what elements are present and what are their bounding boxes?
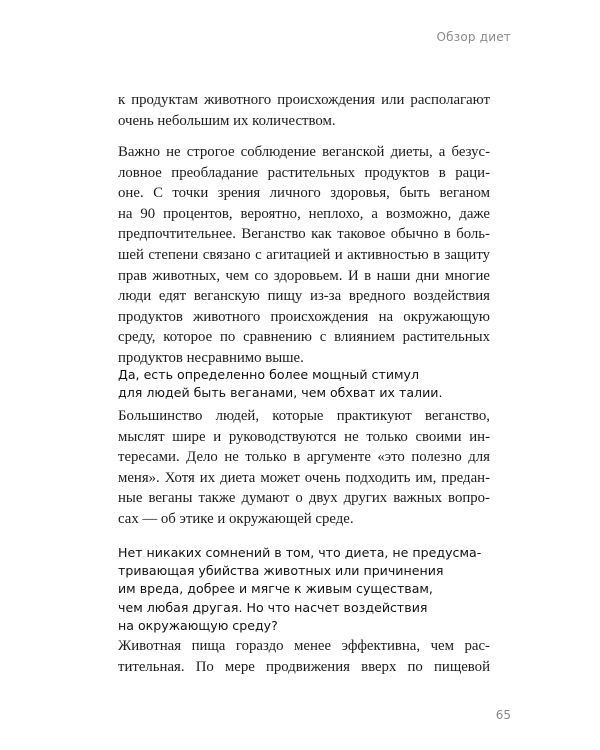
text-line: им вреда, добрее и мягче к живым существам, xyxy=(118,581,433,597)
text-line: ные веганы также думают о двух других важных вопро- xyxy=(118,490,490,507)
text-line: очень небольшим их количеством. xyxy=(118,112,336,129)
text-line: мыслят шире и руководствуются не только своими ин- xyxy=(118,428,490,445)
text-line: тересами. Дело не только в аргументе «это полезно для xyxy=(118,449,490,466)
paragraph-3 xyxy=(118,406,490,530)
text-line: для людей быть веганами, чем обхват их талии. xyxy=(118,385,443,401)
text-line: оне. С точки зрения личного здоровья, быть веганом xyxy=(118,185,490,202)
text-line: продуктов несравнимо выше. xyxy=(118,349,304,366)
text-line: Важно не строгое соблюдение веганской диеты, а безус- xyxy=(118,144,490,160)
page-number: 65 xyxy=(495,708,511,722)
paragraph-1 xyxy=(118,90,490,131)
text-line: продуктов животного происхождения на окружающую xyxy=(118,308,490,325)
text-line: тривающая убийства животных или причинения xyxy=(118,563,444,579)
text-line: чем любая другая. Но что насчет воздействия xyxy=(118,599,428,615)
text-line: ловное преобладание растительных продуктов в раци- xyxy=(118,164,490,181)
emphasis-paragraph-1 xyxy=(118,366,490,402)
paragraph-4 xyxy=(118,636,490,677)
text-line: сах — об этике и окружающей среде. xyxy=(118,510,354,527)
text-line: шей степени связано с агитацией и активностью в защиту xyxy=(118,246,490,263)
text-line: среду, которое по сравнению с влиянием растительных xyxy=(118,329,490,346)
emphasis-paragraph-2 xyxy=(118,544,490,635)
text-line: предпочтительнее. Веганство как таковое обычно в боль- xyxy=(118,226,490,243)
text-line: люди едят веганскую пищу из-за вредного воздействия xyxy=(118,288,490,305)
paragraph-2 xyxy=(118,142,490,369)
text-line: Нет никаких сомнений в том, что диета, не предусма- xyxy=(118,545,482,560)
text-line: Да, есть определенно более мощный стимул xyxy=(118,367,420,382)
text-line: к продуктам животного происхождения или располагают xyxy=(118,92,490,108)
text-line: прав животных, чем со здоровьем. И в наши дни многие xyxy=(118,267,490,284)
text-line: меня». Хотя их диета может очень подходить им, предан- xyxy=(118,469,490,486)
text-line: на окружающую среду? xyxy=(118,617,278,633)
running-header: Обзор диет xyxy=(436,30,511,44)
text-line: на 90 процентов, вероятно, неплохо, а возможно, даже xyxy=(118,205,490,222)
text-line: Животная пища гораздо менее эффективна, чем рас- xyxy=(118,638,490,654)
text-line: тительная. По мере продвижения вверх по пищевой xyxy=(118,658,490,675)
text-line: Большинство людей, которые практикуют веганство, xyxy=(118,408,490,424)
